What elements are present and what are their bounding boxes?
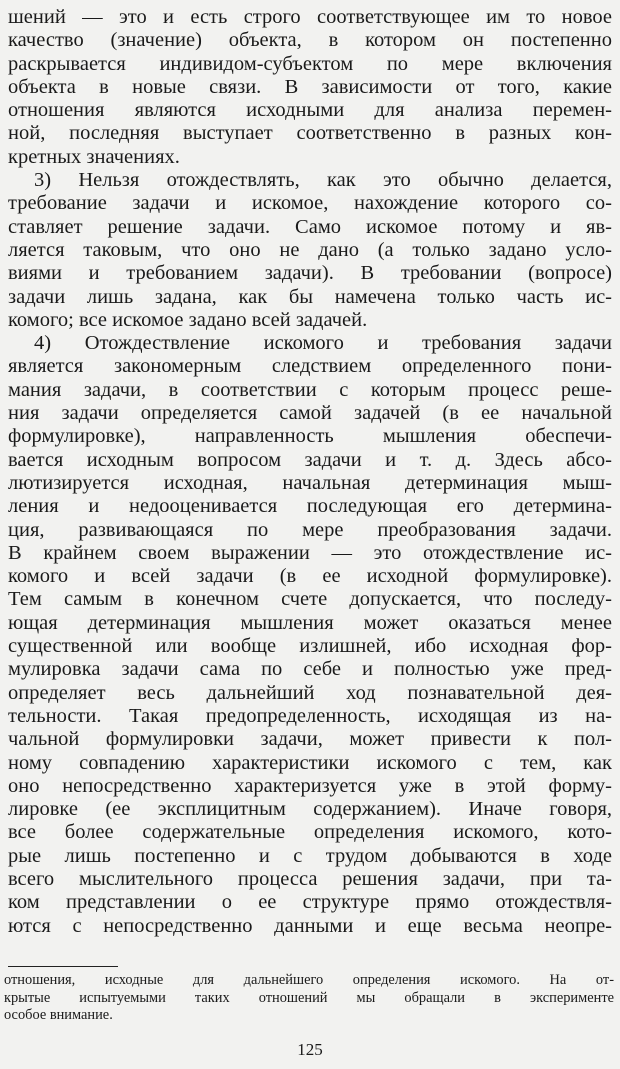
main-text bbox=[8, 6, 612, 938]
text-line: все более содержательные определения искомого, кото- bbox=[8, 821, 612, 844]
text-line: является закономерным следствием определенного пони- bbox=[8, 355, 612, 378]
text-line: комого; все искомое задано всей задачей. bbox=[8, 308, 368, 331]
text-line: формулировке), направленность мышления обеспечи- bbox=[8, 425, 612, 448]
text-line: отношения являются исходными для анализа перемен- bbox=[8, 99, 612, 122]
text-line: ной, последняя выступает соответственно в разных кон- bbox=[8, 122, 612, 145]
text-line: ления и недооценивается последующая его детермина- bbox=[8, 495, 612, 518]
text-line: чальной формулировки задачи, может привести к пол- bbox=[8, 728, 612, 751]
footnote-line: крытые испытуемыми таких отношений мы обращали в эксперименте bbox=[4, 989, 614, 1006]
text-line: существенной или вообще излишней, ибо исходная фор- bbox=[8, 635, 612, 658]
text-line: оно непосредственно характеризуется уже в этой форму- bbox=[8, 774, 612, 797]
text-line: рые лишь постепенно и с трудом добываются в ходе bbox=[8, 844, 612, 867]
text-line: тельности. Такая предопределенность, исходящая из на- bbox=[8, 704, 612, 727]
text-line: лютизируется исходная, начальная детерминация мыш- bbox=[8, 471, 612, 494]
page-number: 125 bbox=[297, 1040, 323, 1059]
text-line: ставляет решение задачи. Само искомое потому и яв- bbox=[8, 215, 612, 238]
text-line: ются с непосредственно данными и еще весьма неопре- bbox=[8, 914, 612, 937]
text-line: 3) Нельзя отождествлять, как это обычно делается, bbox=[34, 169, 612, 192]
footnote-line: особое внимание. bbox=[4, 1007, 113, 1023]
text-line: ком представлении о ее структуре прямо отождествля- bbox=[8, 891, 612, 914]
text-line: ния задачи определяется самой задачей (в ее начальной bbox=[8, 402, 612, 425]
footnote bbox=[4, 972, 614, 1025]
footnote-line: отношения, исходные для дальнейшего определения искомого. На от- bbox=[4, 972, 614, 988]
text-line: ляется таковым, что оно не дано (а только задано усло- bbox=[8, 238, 612, 261]
text-line: ющая детерминация мышления может оказаться менее bbox=[8, 611, 612, 634]
footnote-rule bbox=[8, 966, 118, 967]
text-line: Тем самым в конечном счете допускается, что последу- bbox=[8, 588, 612, 611]
text-line: объекта в новые связи. В зависимости от того, какие bbox=[8, 75, 612, 98]
text-line: В крайнем своем выражении — это отождествление ис- bbox=[8, 541, 612, 564]
text-line: ному совпадению характеристики искомого с тем, как bbox=[8, 751, 612, 774]
text-line: шений — это и есть строго соответствующее им то новое bbox=[8, 6, 612, 28]
text-line: вается исходным вопросом задачи и т. д. Здесь абсо- bbox=[8, 448, 612, 471]
text-line: виями и требованием задачи). В требовании (вопросе) bbox=[8, 262, 612, 285]
text-line: ция, развивающаяся по мере преобразования задачи. bbox=[8, 518, 612, 541]
text-line: мания задачи, в соответствии с которым процесс реше- bbox=[8, 378, 612, 401]
text-line: требование задачи и искомое, нахождение которого со- bbox=[8, 192, 612, 215]
text-line: задачи лишь задана, как бы намечена только часть ис- bbox=[8, 285, 612, 308]
text-line: определяет весь дальнейший ход познавательной дея- bbox=[8, 681, 612, 704]
text-line: 4) Отождествление искомого и требования задачи bbox=[34, 332, 612, 355]
text-line: комого и всей задачи (в ее исходной формулировке). bbox=[8, 565, 612, 588]
text-line: всего мыслительного процесса решения задачи, при та- bbox=[8, 867, 612, 890]
text-line: мулировка задачи сама по себе и полностью уже пред- bbox=[8, 658, 612, 681]
text-line: лировке (ее эксплицитным содержанием). Иначе говоря, bbox=[8, 798, 612, 821]
text-line: кретных значениях. bbox=[8, 145, 180, 168]
text-line: раскрывается индивидом-субъектом по мере включения bbox=[8, 52, 612, 75]
text-line: качество (значение) объекта, в котором он постепенно bbox=[8, 29, 612, 52]
